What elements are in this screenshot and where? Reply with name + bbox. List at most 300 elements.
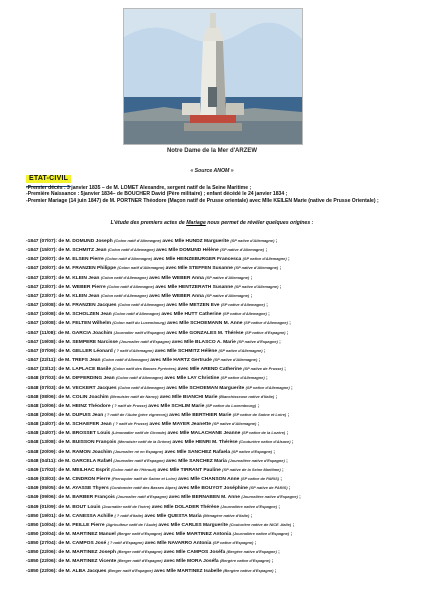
marriage-row: -1847 (19/08): de M. SEMPERE Narcisse (Journalier natif d'Espagne) avec Mlle BLASCO A. Marie (SP native d'Espagne) ;	[26, 338, 281, 345]
marriage-gnote: (Berger natif d'Espagne)	[117, 549, 163, 555]
marriage-gnote: (Colon natif d'Allemagne)	[107, 283, 154, 289]
marriage-row: -1850 (22/06): de M. MARTINEZ Vicente (Berger natif d'Espagne) avec Mlle MORA Joséfa (Bergère native d'Espagne) ;	[26, 558, 274, 565]
marriage-date: -1848 (08/06)	[26, 394, 56, 400]
marriage-bride: SCHMITZ Hélène	[177, 348, 218, 354]
marriage-end: ;	[273, 449, 276, 455]
marriage-bride: SANCHEZ Rafaela	[187, 449, 231, 455]
marriage-joiner: avec Mlle	[149, 422, 172, 428]
marriage-prefix: de M.	[58, 248, 71, 254]
marriage-bnote: (SP native d'Espagne)	[244, 329, 286, 335]
marriage-bride: BERNABEN M. Anne	[192, 495, 240, 501]
marriage-joiner: avec Mlle	[166, 458, 188, 464]
marriage-bride: METZEN Eve	[189, 303, 220, 309]
marriage-prefix: de M.	[58, 339, 71, 345]
marriage-joiner: avec Mlle	[168, 495, 191, 501]
marriage-gnote: ( ? natif de l'Aube (père vigneron))	[104, 411, 168, 417]
marriage-row: -1848 (04/11): de M. GARCELA Rafaël (Journalier natif d'Espagne) avec Mlle SANCHEZ Maria (Journalière native d'Espagne) ;	[26, 457, 288, 464]
marriage-row: -1847 (07/07): de M. DOMUND Joseph (Colon natif d'Allemagne) avec Mlle HUNDZ Marguerite (SP native d'Allemagne) ;	[26, 238, 278, 244]
marriage-date: -1847 (23/12)	[26, 367, 56, 373]
marriage-gnote: (Agriculteur natif de l'Aude)	[105, 521, 158, 527]
marriage-groom: ALBA Jacques	[72, 568, 107, 574]
marriage-joiner: avec Mlle	[163, 550, 186, 556]
marriage-gnote: (Colon natif d'Allemagne)	[117, 302, 165, 308]
marriage-gnote: (Colon natif de l'Hérault)	[111, 466, 157, 472]
marriage-end: ;	[275, 394, 278, 400]
marriage-row: -1848 (08/06): de M. COLIN Joachim (Menuisier natif de Nancy) avec Mlle BIANCHI Marie (Blanchisseuse native d'Italie) ;	[26, 393, 278, 400]
marriage-bride: HENRI M. Thérèse	[195, 440, 238, 446]
marriage-gnote: (Berger natif d'Espagne)	[107, 567, 153, 573]
marriage-row: -1848 (24/07): de M. SCHAEFER Jean ( ? natif de Prusse) avec Mlle MAYER Jeanette (SP native d'Allemagne) ;	[26, 421, 260, 428]
marriage-row: -1848 (24/07): de M. BROSSET Louis (Limonadier natif de Gironde) avec Mlle MALACHANE Jeanne (SP native de la Lozère) ;	[26, 430, 289, 437]
marriage-row: -1850 (22/06): de M. MARTINEZ Joseph (Berger natif d'Espagne) avec Mlle CAMPOS Joséfa (Bergère native d'Espagne) ;	[26, 549, 280, 556]
marriage-date: -1847 (10/08)	[26, 303, 56, 309]
marriage-end: ;	[288, 486, 291, 492]
marriage-row: -1848 (20/09): de M. RAMON Joachim (Journalier né en Espagne) avec Mlle SANCHEZ Rafaela (SP native d'Espagne) ;	[26, 448, 276, 455]
marriage-bride: TIRRANT Pauline	[180, 467, 221, 473]
marriage-row: -1848 (10/06): de M. HEINZ Théodore ( ? natif de Prusse) avec Mlle SCHLIM Marie (SP native du Luxembourg) ;	[26, 402, 260, 409]
marriage-gnote: (Colon natif d'Allemagne)	[100, 292, 148, 298]
marriage-date: -1847 (23/07)	[26, 284, 56, 290]
marriage-joiner: avec Mlle	[166, 303, 188, 309]
marriage-bride: SCHOEMANN M. Anne	[190, 321, 243, 327]
marriage-bnote: (SP native d'Allemagne)	[245, 384, 290, 390]
marriage-bride: HARTZ Gertrude	[173, 358, 212, 364]
marriage-bnote: (SP native d'Allemagne)	[234, 265, 279, 271]
marriage-bride: CARLES Marguerite	[181, 522, 228, 528]
marriage-bnote: (Blanchisseuse native d'Italie)	[218, 393, 275, 399]
marriage-prefix: de M.	[58, 449, 71, 455]
marriage-joiner: avec Mlle	[171, 339, 194, 345]
marriage-groom: GARCIA Joachim	[71, 330, 113, 336]
marriage-prefix: de M.	[58, 440, 71, 446]
marriage-date: -1849 (05/05)	[26, 486, 56, 492]
marriage-date: -1848 (07/03)	[26, 385, 56, 391]
marriage-bnote: (Bergère native d'Espagne)	[223, 567, 274, 573]
marriage-date: -1847 (10/08)	[26, 312, 56, 318]
marriage-bride: STEFFEN Susanne	[188, 266, 233, 272]
marriage-joiner: avec Mlle	[159, 394, 182, 400]
marriage-end: ;	[284, 367, 286, 373]
marriage-end: ;	[291, 385, 293, 391]
marriage-prefix: de M.	[58, 348, 71, 354]
marriage-gnote: (Colon natif d'Allemagne)	[116, 375, 163, 381]
marriage-bride: WEBER Anna	[172, 293, 204, 299]
marriage-prefix: de M.	[58, 486, 71, 492]
marriage-bnote: (Couturière native de NICE -Italie)	[229, 521, 292, 527]
marriage-date: -1848 (20/09)	[26, 449, 56, 455]
marriage-date: -1847 (19/08)	[26, 339, 56, 345]
marriage-prefix: de M.	[58, 412, 71, 418]
marriage-groom: KLEIN Jean	[72, 293, 100, 299]
marriage-prefix: de M.	[58, 303, 71, 309]
marriage-joiner: avec Mlle	[169, 412, 191, 418]
marriage-joiner: avec Mlle	[144, 541, 167, 547]
marriage-prefix: de M.	[58, 550, 71, 556]
marriage-groom: TREFS Jean	[71, 358, 101, 364]
marriage-groom: KLEIN Jean	[72, 275, 100, 281]
marriage-end: ;	[257, 422, 260, 428]
marriage-bnote: (SP native de Saône et Loire)	[232, 411, 287, 417]
marriage-gnote: (Journalier natif d'Espagne)	[113, 457, 165, 463]
marriage-bnote: (SP native de la Seine Maritime)	[222, 466, 281, 472]
marriage-groom: MARTINEZ Manuel	[72, 532, 116, 537]
monument-illustration	[124, 9, 302, 144]
marriage-prefix: de M.	[58, 312, 71, 318]
marriage-row: -1849 (09/06): de M. BARBER François (Journalier natif d'Espagne) avec Mlle BERNABEN M. Anne (Journalière native d'Espagne) ;	[26, 494, 301, 501]
marriage-joiner: avec Mlle	[151, 504, 174, 510]
marriage-joiner: avec Mlle	[148, 403, 171, 409]
marriage-end: ;	[258, 358, 261, 364]
marriage-bnote: (SP native d'Allemagne)	[243, 320, 288, 326]
marriage-gnote: ( ? natif de Prusse)	[111, 402, 147, 408]
marriage-groom: DOMUND Joseph	[72, 239, 113, 244]
marriage-prefix: de M.	[58, 394, 71, 400]
marriage-groom: CAMPOS José	[72, 541, 107, 547]
marriage-end: ;	[288, 257, 290, 263]
marriage-joiner: avec Mlle	[177, 367, 200, 373]
marriage-joiner: avec Mlle	[167, 431, 190, 437]
marriage-bnote: (Journalière native d'Espagne)	[220, 503, 277, 509]
marriage-bride: MARTINEZ Isabelle	[177, 568, 222, 574]
marriage-date: -1850 (22/06)	[26, 550, 56, 556]
monument-arch	[208, 87, 217, 107]
marriage-prefix: de M.	[58, 504, 71, 510]
marriage-bnote: (SP native de la Lozère)	[241, 430, 286, 436]
marriage-bnote: (SP native d'Espagne)	[212, 540, 254, 546]
marriage-gnote: (Menuisier natif de la Drôme)	[117, 439, 172, 445]
marriage-date: -1847 (15/07)	[26, 248, 56, 254]
marriage-date: -1850 (19/01)	[26, 513, 56, 519]
marriage-gnote: ( ? natif de Prusse)	[113, 421, 149, 427]
marriage-date: -1848 (07/03)	[26, 376, 56, 382]
marriage-end: ;	[291, 440, 294, 446]
marriage-joiner: avec Mlle	[165, 266, 188, 272]
marriage-prefix: de M.	[58, 467, 71, 473]
marriage-bride: CAMPOS Joséfa	[186, 550, 226, 556]
marriage-bride: CHANSON Anne	[201, 477, 240, 483]
etude-before: L'étude des premiers actes de	[110, 220, 187, 226]
marriage-joiner: avec Mlle	[166, 330, 189, 336]
marriage-joiner: avec Mlle	[158, 522, 181, 528]
marriage-bnote: (SP native de PARIS)	[249, 485, 288, 491]
marriage-groom: SCHOLZEN Jean	[72, 312, 112, 318]
marriage-gnote: (Journalier natif d'Espagne)	[119, 338, 171, 344]
marriage-end: ;	[250, 293, 253, 299]
marriage-groom: PEILLE Pierre	[72, 522, 105, 528]
marriage-bnote: (SP native d'Allemagne)	[242, 256, 287, 262]
marriage-date: -1849 (03/03)	[26, 477, 56, 483]
marriage-prefix: de M.	[58, 257, 71, 263]
marriage-row: -1850 (27/04): de M. CAMPOS José ( ? natif d'Espagne) avec Mlle NAVARRO Antonia (SP native d'Espagne) ;	[26, 540, 257, 547]
marriage-joiner: avec Mlle	[155, 284, 178, 290]
marriage-groom: VECKERT Jacques	[72, 385, 117, 391]
marriage-prefix: de M.	[58, 431, 71, 437]
marriage-gnote: (Parruquier natif de Saône et Loire)	[111, 476, 177, 482]
marriage-groom: ELSEN Pierre	[72, 257, 104, 263]
marriage-prefix: de M.	[58, 513, 71, 519]
marriage-end: ;	[286, 330, 289, 336]
marriage-row: -1850 (22/06): de M. ALBA Jacques (Berger natif d'Espagne) avec Mlle MARTINEZ Isabelle (Bergère native d'Espagne) ;	[26, 567, 277, 574]
marriage-date: -1848 (24/07)	[26, 431, 56, 437]
marriage-gnote: (Limonadier natif de Gironde)	[111, 430, 167, 436]
marriage-prefix: de M.	[58, 385, 71, 391]
marriage-prefix: de M.	[58, 239, 71, 244]
marriage-joiner: avec Mlle	[164, 449, 187, 455]
marriage-date: -1850 (22/06)	[26, 568, 56, 574]
marriage-joiner: avec Mlle	[164, 376, 187, 382]
marriage-bnote: (SP native d'Allemagne)	[220, 302, 265, 308]
marriage-end: ;	[268, 312, 270, 318]
marriage-date: -1848 (10/06)	[26, 403, 56, 409]
marriage-end: ;	[263, 348, 266, 354]
marriage-joiner: avec Mlle	[149, 275, 171, 281]
marriage-gnote: (Cordonnier natif des Basses Alpes)	[110, 485, 177, 491]
marriage-bnote: (SP native d'Allemagne)	[213, 357, 258, 363]
marriage-bnote: (SP native d'Allemagne)	[218, 347, 263, 353]
marriage-row: -1850 (19/01): de M. CANESSA Achille ( ? natif d'Italie) avec Mlle QUESTA Maria (Ménagère native d'Italie) ;	[26, 512, 253, 519]
marriage-bnote: (SP native d'Espagne)	[237, 338, 278, 344]
marriage-date: -1847 (20/07)	[26, 266, 56, 272]
marriage-groom: BROSSET Louis	[72, 431, 111, 437]
marriage-row: -1847 (11/08): de M. GARCIA Joachim (Journalier natif d'Espagne) avec Mlle GONZALES M. Thérèse (SP native d'Espagne) ;	[26, 329, 289, 336]
marriage-groom: COLIN Joachim	[72, 394, 109, 400]
marriage-gnote: (Colon natif des Basses Pyrénées)	[112, 366, 177, 372]
marriage-groom: BUISSON François	[72, 440, 117, 446]
marriage-bnote: (SP native de PARIS)	[240, 476, 279, 482]
source-line: « Source ANOM »	[190, 168, 234, 174]
marriage-bride: SCHOEMAN Marguerite	[189, 385, 245, 391]
marriage-gnote: (Menuisier natif de Nancy)	[110, 393, 159, 399]
marriage-joiner: avec Mlle	[162, 239, 185, 244]
marriage-bride: GONZALES M. Thérèse	[189, 330, 244, 336]
marriage-date: -1847 (10/08)	[26, 321, 56, 327]
marriage-end: ;	[250, 513, 253, 519]
first-deces-line: -Premier décès : 3 janvier 1835 – de M. LOMET Alexandre, sergent natif de la Seine Maritime ;	[26, 185, 252, 191]
marriage-row: -1849 (17/02): de M. MEILHAC Esprit (Colon natif de l'Hérault) avec Mlle TIRRANT Pauline (SP native de la Seine Maritime) ;	[26, 466, 284, 473]
marriage-prefix: de M.	[58, 477, 71, 483]
marriage-bride: HUNDZ Marguerite	[185, 239, 230, 244]
marriage-end: ;	[290, 532, 293, 537]
marriage-end: ;	[287, 412, 290, 418]
etat-civil-label: ETAT-CIVIL	[26, 175, 71, 183]
marriage-row: -1850 (10/04): de M. PEILLE Pierre (Agriculteur natif de l'Aude) avec Mlle CARLES Marguerite (Couturière native de NICE -Italie) ;	[26, 521, 295, 528]
marriage-joiner: avec Mlle	[172, 440, 195, 446]
etude-underlined: Mariage	[186, 220, 206, 226]
marriage-joiner: avec Mlle	[166, 385, 188, 391]
marriage-row: -1847 (23/12): de M. LAPLACE Basile (Colon natif des Basses Pyrénées) avec Mlle AREND Catherine (SP native de Prusse) ;	[26, 366, 286, 373]
marriage-bnote: (SP native d'Allemagne)	[220, 247, 265, 253]
marriage-gnote: (Journalier natif d'Espagne)	[113, 329, 165, 335]
right-wing	[226, 103, 244, 115]
marriage-date: -1849 (09/06)	[26, 495, 56, 501]
marriage-groom: GELLER Léonard	[72, 348, 113, 354]
marriage-bnote: (SP native d'Allemagne)	[205, 274, 250, 280]
marriage-prefix: de M.	[58, 293, 71, 299]
marriage-bnote: (SP native d'Allemagne)	[230, 238, 275, 243]
marriage-bride: HEINZEBURGER Francesca	[176, 257, 242, 263]
marriage-bride: MAYER Jeanette	[172, 422, 211, 428]
marriage-groom: BOUT Louis	[72, 504, 101, 510]
marriage-date: -1850 (27/04)	[26, 541, 56, 547]
marriage-groom: CINDRON Pierre	[72, 477, 111, 483]
marriage-bride: DOMUND Hélène	[179, 248, 219, 254]
first-naissance-line: -Première Naissance : 5janvier 1834– de BOUCHER David (Père militaire) ; enfant décédé le 24 janvier 1834 ;	[26, 191, 288, 198]
marriage-list	[26, 236, 422, 575]
marriage-prefix: de M.	[58, 559, 71, 565]
marriage-end: ;	[280, 477, 282, 483]
marriage-bride: LAY Christine	[187, 376, 220, 382]
marriage-joiner: avec Mlle	[157, 467, 180, 473]
marriage-row: -1847 (20/07): de M. FRANZEN Philippe (Colon natif d'Allemagne) avec Mlle STEFFEN Susanne (SP native d'Allemagne) ;	[26, 265, 282, 272]
marriage-end: ;	[254, 541, 257, 547]
marriage-prefix: de M.	[58, 321, 71, 327]
marriage-gnote: (Colon natif du Luxembourg)	[112, 320, 166, 326]
marriage-groom: FRANZEN Jacques	[72, 303, 117, 309]
marriage-bnote: (SP native d'Allemagne)	[205, 292, 250, 298]
marriage-bride: BLASCO A. Marie	[195, 339, 236, 345]
marriage-groom: LAPLACE Basile	[72, 367, 112, 373]
marriage-date: -1848 (13/08)	[26, 440, 56, 446]
marriage-bnote: (SP native d'Allemagne)	[234, 283, 279, 289]
marriage-row: -1847 (07/09): de M. GELLER Léonard ( ? natif d'Allemagne) avec Mlle SCHMITZ Hélène (SP native d'Allemagne) ;	[26, 347, 266, 354]
marriage-groom: AYASSE Thyers	[72, 486, 109, 492]
marriage-gnote: (Berger natif d'Espagne)	[117, 531, 163, 536]
marriage-row: -1849 (05/05): de M. AYASSE Thyers (Cordonnier natif des Basses Alpes) avec Mlle BOUYOT Joséphine (SP native de PARIS) ;	[26, 485, 291, 492]
marriage-gnote: (Colon natif d'Allemagne)	[117, 384, 165, 390]
marriage-joiner: avec Mlle	[154, 348, 177, 354]
marriage-gnote: ( ? natif d'Espagne)	[107, 540, 144, 546]
marriage-date: -1847 (07/09)	[26, 348, 56, 354]
marriage-row: -1847 (10/08): de M. SCHOLZEN Jean (Colon natif d'Allemagne) avec Mlle HUTT Catherine (SP native d'Allemagne) ;	[26, 311, 270, 318]
marriage-joiner: avec Mlle	[153, 257, 176, 263]
marriage-date: -1849 (17/02)	[26, 467, 56, 473]
marriage-bnote: (SP native d'Espagne)	[231, 448, 273, 454]
marriage-bnote: (Bergère native d'Espagne)	[220, 558, 271, 564]
marriage-bnote: (Couturière native d'Alsace)	[238, 439, 291, 445]
marriage-bride: AREND Catherine	[200, 367, 242, 373]
monument-plinth	[184, 123, 242, 131]
marriage-prefix: de M.	[58, 376, 71, 382]
marriage-row: -1847 (10/08): de M. FRANZEN Jacques (Colon natif d'Allemagne) avec Mlle METZEN Eve (SP native d'Allemagne) ;	[26, 302, 268, 309]
marriage-joiner: avec Mlle	[163, 532, 186, 537]
marriage-gnote: (Colon natif d'Allemagne)	[105, 256, 153, 262]
marriage-groom: MARTINEZ Vicente	[72, 559, 117, 565]
marriage-end: ;	[289, 321, 291, 327]
marriage-row: -1850 (20/04): de M. MARTINEZ Manuel (Berger natif d'Espagne) avec Mlle MARTINEZ Antonia (Journalière native d'Espagne) ;	[26, 531, 293, 537]
marriage-end: ;	[279, 284, 282, 290]
marriage-row: -1847 (15/07): de M. SCHMITZ Jean (Colon natif d'Allemagne) avec Mlle DOMUND Hélène (SP native d'Allemagne) ;	[26, 247, 268, 254]
marriage-groom: GARCELA Rafaël	[71, 458, 112, 464]
marriage-gnote: (Colon natif d'Allemagne)	[117, 265, 165, 271]
marriage-gnote: (Journalier natif de l'Isère)	[101, 503, 151, 509]
marriage-groom: SEMPERE Narcisse	[72, 339, 118, 345]
marriage-bnote: (SP native d'Allemagne)	[222, 311, 267, 317]
marriage-bnote: (SP native de Prusse)	[243, 366, 283, 372]
marriage-bride: DOLADER Thérèse	[174, 504, 220, 510]
marriage-row: -1848 (07/03): de M. VECKERT Jacques (Colon natif d'Allemagne) avec Mlle SCHOEMAN Marguerite (SP native d'Allemagne) ;	[26, 384, 293, 391]
marriage-row: -1847 (23/07): de M. WEBER Pierre (Colon natif d'Allemagne) avec Mlle HENTZERATH Susanne (SP native d'Allemagne) ;	[26, 283, 282, 290]
marriage-gnote: (Berger natif d'Espagne)	[117, 558, 163, 564]
marriage-row: -1849 (03/03): de M. CINDRON Pierre (Parruquier natif de Saône et Loire) avec Mlle CHANSON Anne (SP native de PARIS) ;	[26, 476, 282, 483]
left-wing	[182, 103, 200, 115]
marriage-gnote: (Journalier natif d'Espagne)	[116, 494, 168, 500]
marriage-date: -1850 (20/04)	[26, 532, 56, 537]
marriage-date: -1847 (23/07)	[26, 293, 56, 299]
marriage-bride: QUESTA Maria	[167, 513, 202, 519]
marriage-groom: SCHAEFER Jean	[72, 422, 112, 428]
marriage-groom: MEILHAC Esprit	[72, 467, 110, 473]
marriage-end: ;	[286, 431, 289, 437]
marriage-date: -1847 (20/07)	[26, 257, 56, 263]
marriage-date: -1847 (07/07)	[26, 239, 56, 244]
marriage-date: -1848 (04/11)	[26, 458, 56, 464]
marriage-bnote: (Journalière native d'Espagne)	[232, 531, 290, 536]
marriage-end: ;	[274, 568, 277, 574]
marriage-date: -1847 (11/08)	[26, 330, 56, 336]
marriage-prefix: de M.	[58, 275, 71, 281]
marriage-prefix: de M.	[58, 266, 71, 272]
statue	[210, 13, 216, 28]
marriage-bride: SCHLIM Marie	[171, 403, 205, 409]
marriage-joiner: avec Mlle	[144, 513, 167, 519]
marriage-prefix: de M.	[58, 403, 71, 409]
monument-photo	[123, 8, 303, 145]
marriage-bride: HUTT Catherine	[184, 312, 222, 318]
marriage-groom: BARBER François	[72, 495, 115, 501]
marriage-end: ;	[281, 467, 284, 473]
marriage-end: ;	[266, 376, 268, 382]
marriage-row: -1847 (23/07): de M. KLEIN Jean (Colon natif d'Allemagne) avec Mlle WEBER Anna (SP native d'Allemagne) ;	[26, 292, 253, 299]
marriage-bnote: (SP native d'Allemagne)	[220, 375, 265, 381]
marriage-row: -1848 (20/06): de M. DUPUIS Jean ( ? natif de l'Aube (père vigneron)) avec Mlle BERTHIER Marie (SP native de Saône et Loire) ;	[26, 411, 290, 418]
marriage-prefix: de M.	[58, 367, 71, 373]
marriage-bride: BOUYOT Joséphine	[201, 486, 248, 492]
marriage-groom: HEINZ Théodore	[72, 403, 111, 409]
marriage-end: ;	[299, 495, 301, 501]
marriage-gnote: (Colon natif d'Allemagne)	[100, 274, 148, 280]
marriage-end: ;	[266, 303, 268, 309]
marriage-bride: SANCHEZ Maria	[189, 458, 227, 464]
first-records	[26, 185, 416, 204]
marriage-row: -1847 (20/07): de M. ELSEN Pierre (Colon natif d'Allemagne) avec Mlle HEINZEBURGER Francesca (SP native d'Allemagne) ;	[26, 256, 290, 263]
marriage-bride: MALACHANE Jeanne	[190, 431, 241, 437]
marriage-groom: MARTINEZ Joseph	[72, 550, 116, 556]
marriage-joiner: avec Mlle	[161, 312, 184, 318]
marriage-groom: DUPUIS Jean	[72, 412, 104, 418]
marriage-bnote: (Journalière native d'Espagne)	[241, 494, 298, 500]
photo-caption: Notre Dame de la Mer d'ARZEW	[166, 148, 258, 154]
marriage-groom: SCHMITZ Jean	[72, 248, 107, 254]
marriage-joiner: avec Mlle	[150, 358, 172, 364]
marriage-row: -1849 (01/09): de M. BOUT Louis (Journalier natif de l'Isère) avec Mlle DOLADER Thérèse (Journalière native d'Espagne) ;	[26, 503, 280, 510]
marriage-prefix: de M.	[58, 422, 71, 428]
marriage-prefix: de M.	[58, 495, 71, 501]
marriage-gnote: (Journalier né en Espagne)	[113, 448, 164, 454]
marriage-joiner: avec Mlle	[178, 477, 200, 483]
marriage-row: -1848 (13/08): de M. BUISSON François (Menuisier natif de la Drôme) avec Mlle HENRI M. Thérèse (Couturière native d'Alsace) ;	[26, 439, 294, 446]
marriage-date: -1847 (23/07)	[26, 275, 56, 281]
marriage-groom: FELTEN Wilhelm	[72, 321, 111, 327]
marriage-end: ;	[278, 504, 280, 510]
marriage-groom: RAMON Joachim	[72, 449, 112, 455]
marriage-bride: BERTHIER Marie	[192, 412, 232, 418]
marriage-bnote: (SP native d'Allemagne)	[212, 421, 257, 427]
marriage-end: ;	[286, 458, 288, 464]
marriage-joiner: avec Mlle	[156, 248, 178, 254]
marriage-end: ;	[271, 559, 274, 565]
marriage-end: ;	[279, 266, 282, 272]
marriage-joiner: avec Mlle	[178, 486, 201, 492]
